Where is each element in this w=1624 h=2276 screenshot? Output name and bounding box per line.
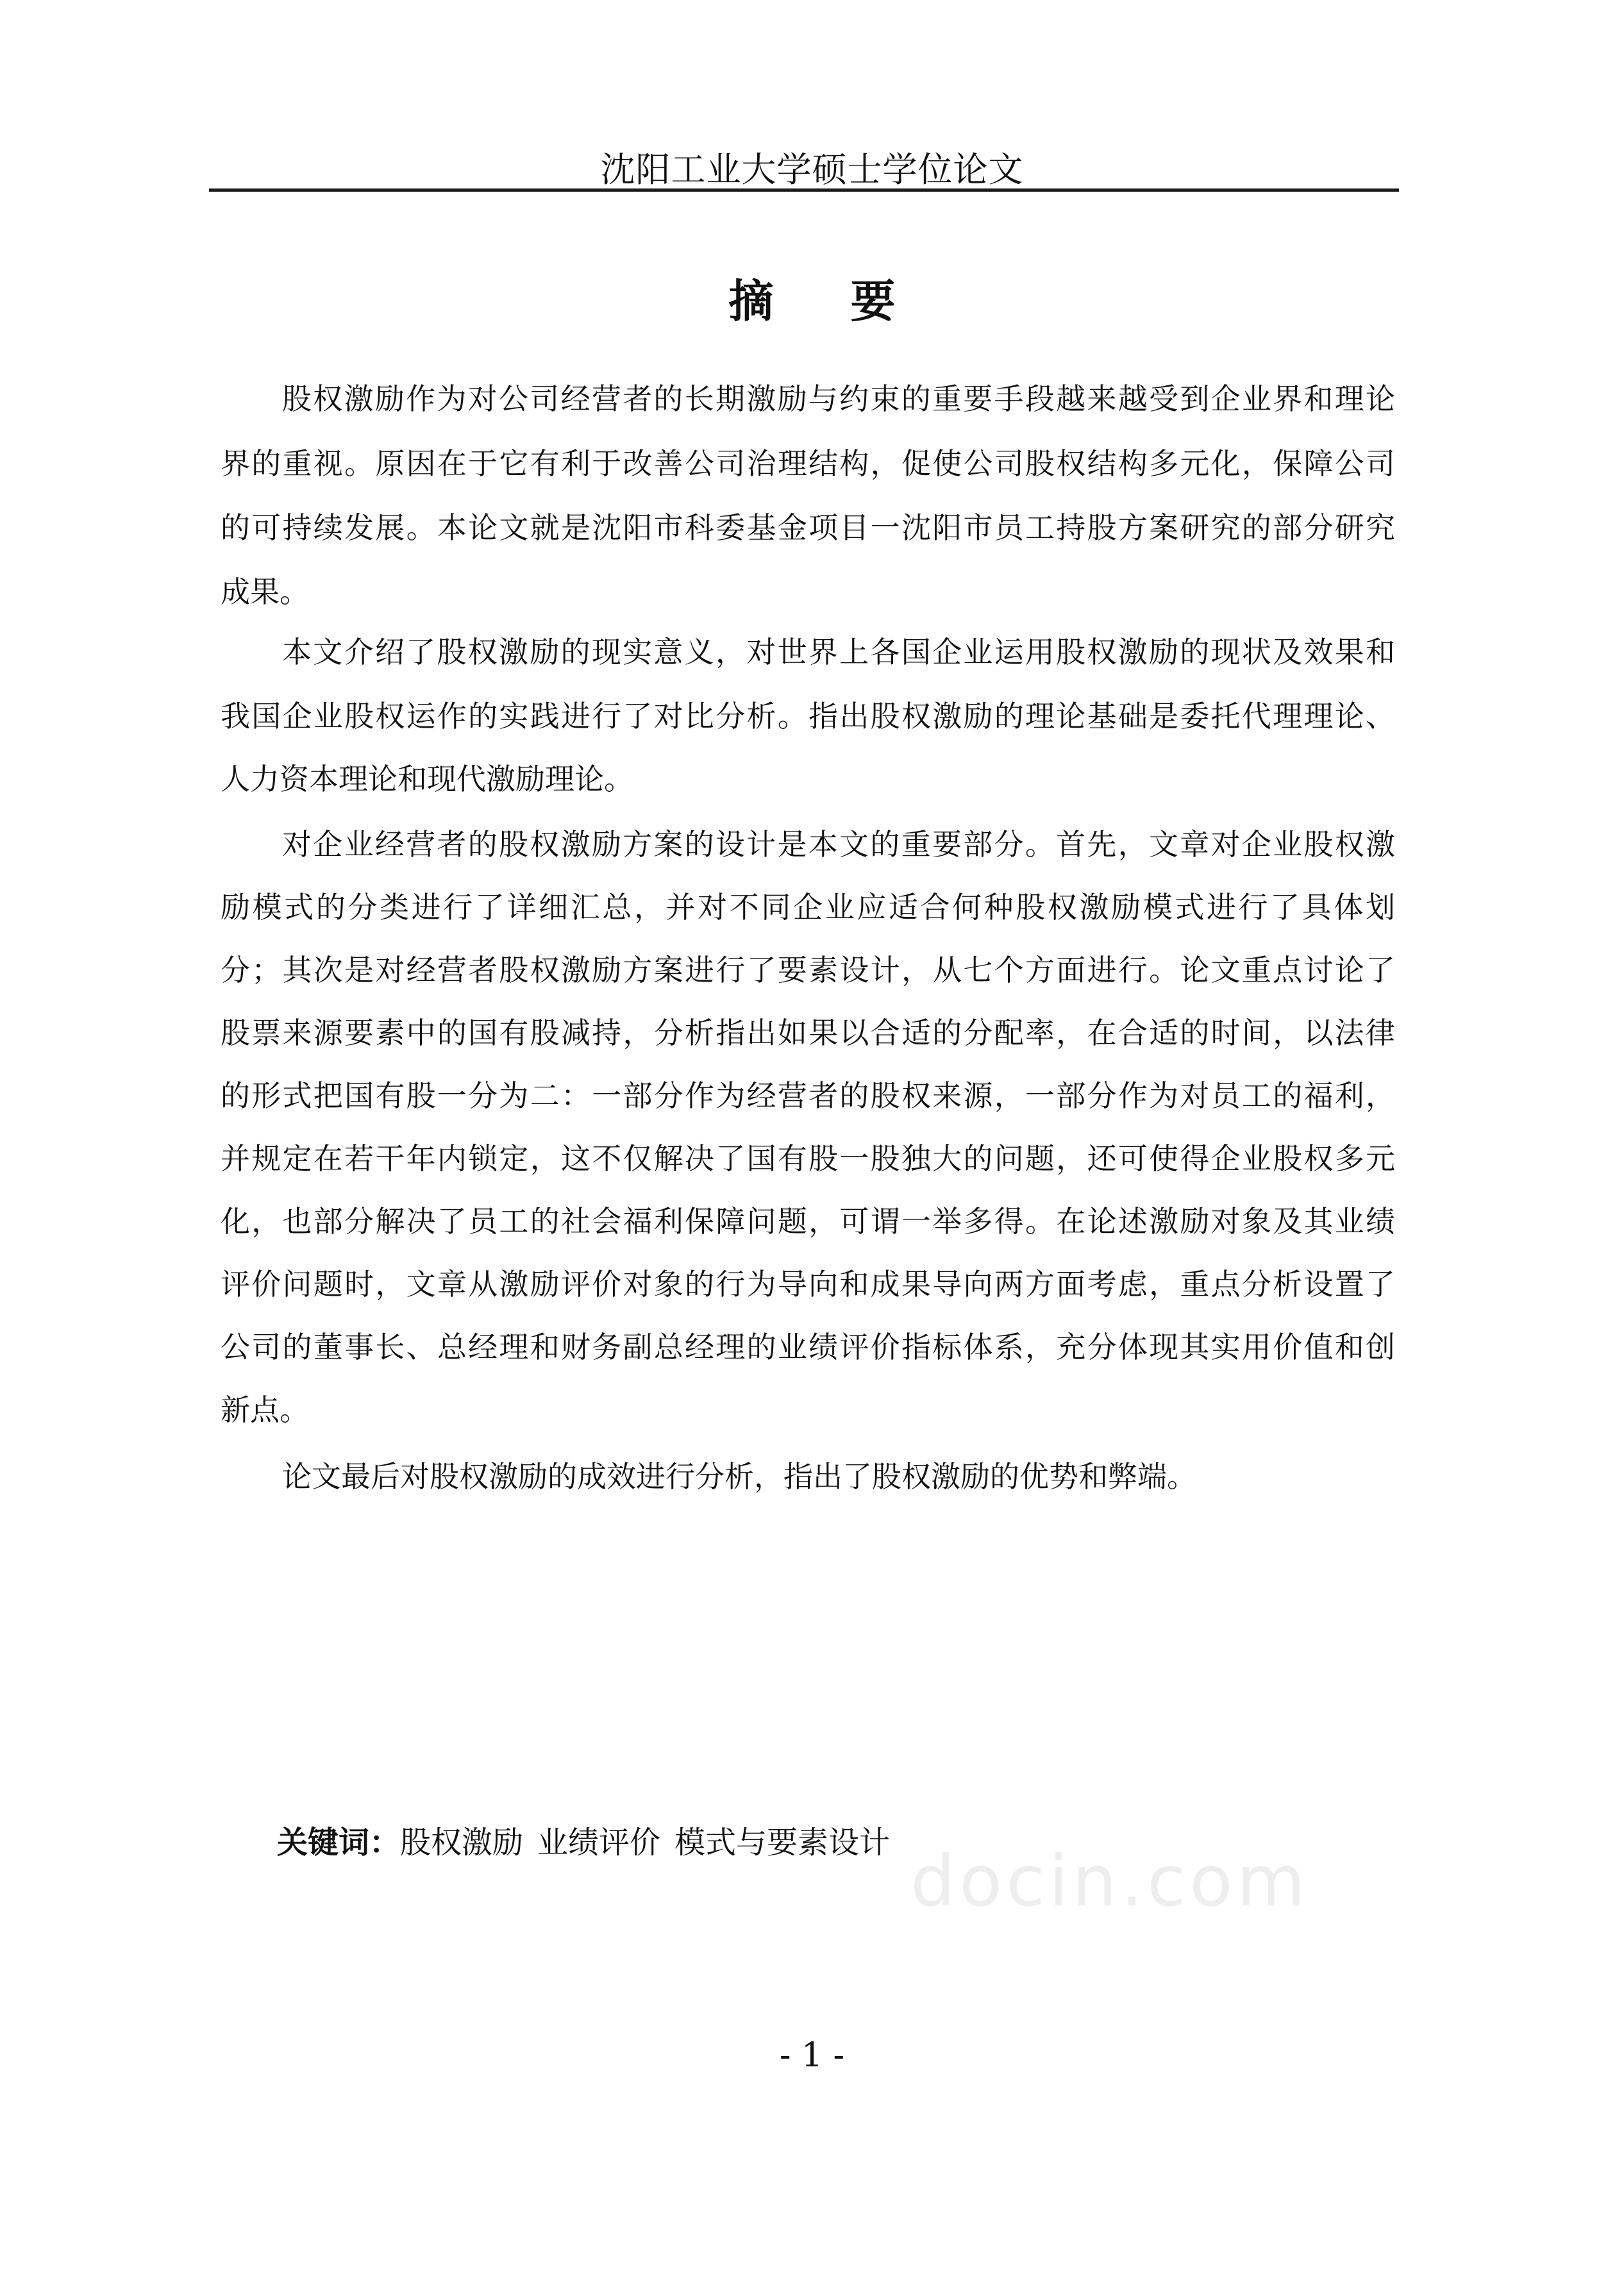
paragraph-line: 本文介绍了股权激励的现实意义，对世界上各国企业运用股权激励的现状及效果和 <box>282 635 1395 669</box>
page-number: - 1 - <box>779 2036 845 2075</box>
paragraph-line: 对企业经营者的股权激励方案的设计是本文的重要部分。首先，文章对企业股权激 <box>282 827 1395 862</box>
header-rule <box>209 188 1399 192</box>
paragraph-line: 我国企业股权运作的实践进行了对比分析。指出股权激励的理论基础是委托代理理论、 <box>221 699 1395 733</box>
keyword: 业绩评价 <box>537 1825 661 1861</box>
abstract-heading-char: 摘 <box>728 274 774 328</box>
abstract-heading-char: 要 <box>850 274 896 328</box>
paragraph-line: 评价问题时，文章从激励评价对象的行为导向和成果导向两方面考虑，重点分析设置了 <box>221 1267 1395 1301</box>
running-header: 沈阳工业大学硕士学位论文 <box>600 149 1024 190</box>
paragraph-line: 的形式把国有股一分为二：一部分作为经营者的股权来源，一部分作为对员工的福利， <box>221 1078 1395 1113</box>
paragraph-line: 公司的董事长、总经理和财务副总经理的业绩评价指标体系，充分体现其实用价值和创 <box>221 1330 1395 1364</box>
paragraph-line: 股票来源要素中的国有股减持，分析指出如果以合适的分配率，在合适的时间，以法律 <box>221 1016 1395 1050</box>
abstract-heading <box>0 272 1624 330</box>
paragraph-line: 化，也部分解决了员工的社会福利保障问题，可谓一举多得。在论述激励对象及其业绩 <box>221 1204 1395 1239</box>
watermark: docin.com <box>910 1840 1309 1922</box>
paragraph-line: 人力资本理论和现代激励理论。 <box>221 762 633 796</box>
paragraph-line: 界的重视。原因在于它有利于改善公司治理结构，促使公司股权结构多元化，保障公司 <box>221 446 1395 481</box>
paragraph-line: 成果。 <box>221 574 309 609</box>
keywords-label: 关键词： <box>277 1825 401 1861</box>
keyword: 股权激励 <box>400 1825 524 1861</box>
keywords <box>277 1817 904 1868</box>
paragraph-line: 股权激励作为对公司经营者的长期激励与约束的重要手段越来越受到企业界和理论 <box>282 381 1395 416</box>
paragraph-line: 并规定在若干年内锁定，这不仅解决了国有股一股独大的问题，还可使得企业股权多元 <box>221 1141 1395 1176</box>
paragraph-line: 论文最后对股权激励的成效进行分析，指出了股权激励的优势和弊端。 <box>282 1459 1196 1494</box>
keyword: 模式与要素设计 <box>674 1825 891 1861</box>
paragraph-line: 励模式的分类进行了详细汇总，并对不同企业应适合何种股权激励模式进行了具体划 <box>221 890 1395 925</box>
paragraph-line: 新点。 <box>221 1393 309 1427</box>
paragraph-line: 分；其次是对经营者股权激励方案进行了要素设计，从七个方面进行。论文重点讨论了 <box>221 953 1395 987</box>
paragraph-line: 的可持续发展。本论文就是沈阳市科委基金项目一沈阳市员工持股方案研究的部分研究 <box>221 510 1395 545</box>
